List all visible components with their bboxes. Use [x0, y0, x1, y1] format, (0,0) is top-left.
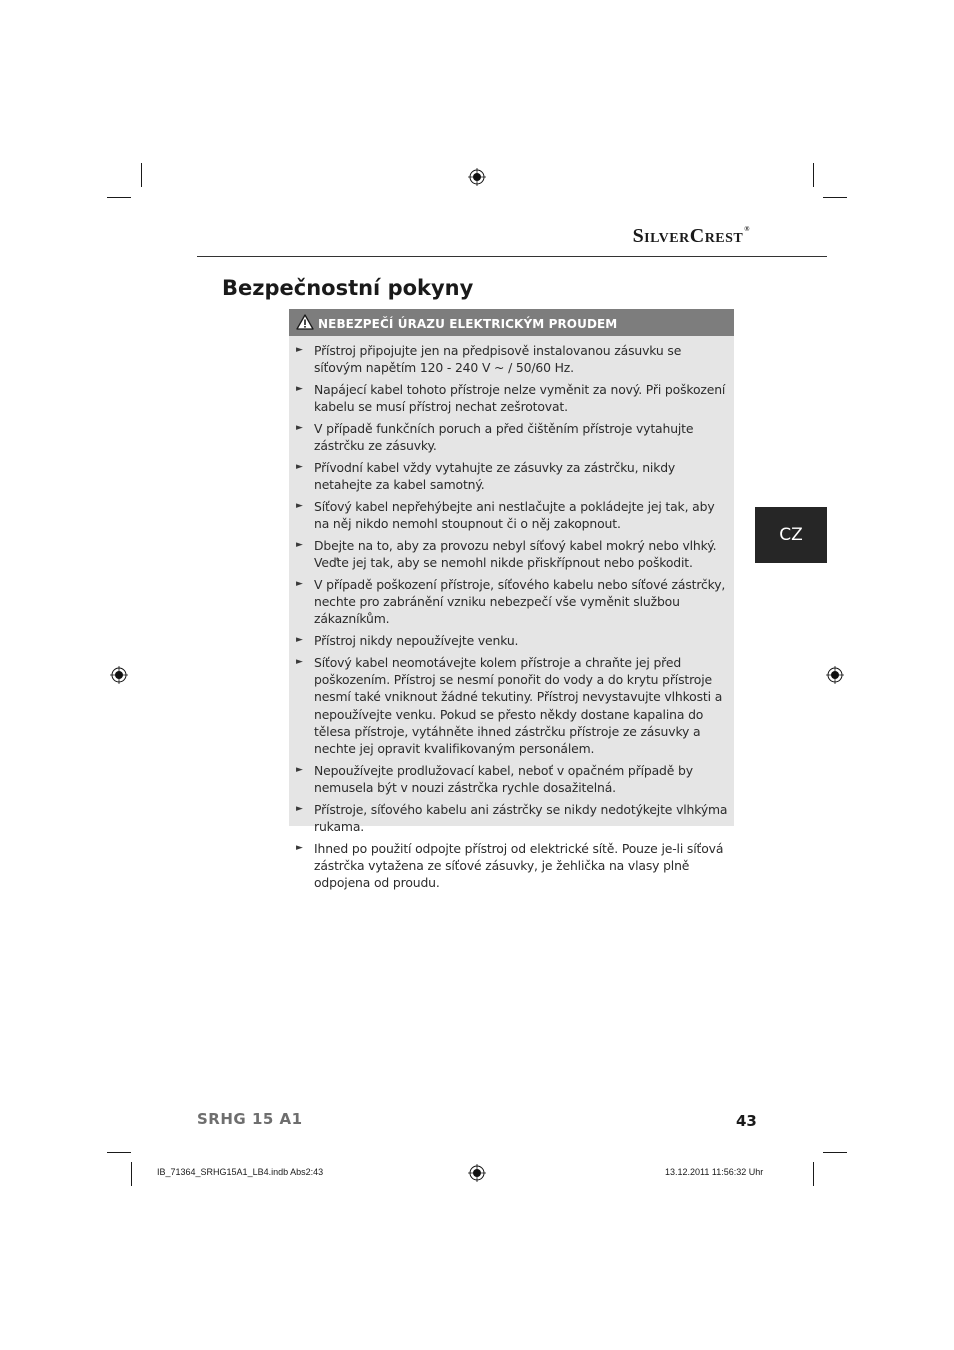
registration-mark-icon	[468, 168, 486, 186]
list-item-text: Přístroje, síťového kabelu ani zástrčky se nikdy nedotýkejte vlhkýma rukama.	[314, 801, 728, 835]
list-item-text: V případě funkčních poruch a před čištěním přístroje vytahujte zástrčku ze zásuvky.	[314, 421, 694, 454]
bullet-arrow-icon: ►	[296, 345, 303, 355]
page-title: Bezpečnostní pokyny	[222, 276, 474, 300]
warning-box	[289, 309, 734, 891]
bullet-arrow-icon: ►	[296, 423, 303, 433]
model-number: SRHG 15 A1	[197, 1110, 303, 1128]
bullet-arrow-icon: ►	[296, 764, 303, 775]
bullet-arrow-icon: ►	[296, 842, 303, 853]
page-number: 43	[736, 1112, 757, 1130]
bullet-arrow-icon: ►	[296, 657, 303, 667]
print-file-info: IB_71364_SRHG15A1_LB4.indb Abs2:43	[157, 1167, 324, 1177]
list-item-text: Nepoužívejte prodlužovací kabel, neboť v opačném případě by nemusela být v nouzi zástrčka rychle dosažitelná.	[314, 762, 693, 796]
crop-mark	[813, 1162, 814, 1186]
print-timestamp: 13.12.2011 11:56:32 Uhr	[665, 1167, 764, 1177]
registered-mark: ®	[744, 225, 750, 233]
list-item-text: V případě poškození přístroje, síťového kabelu nebo síťové zástrčky, nechte pro zabránění vzniku nebezpečí vše vyměnit službou zákazníkům.	[314, 577, 726, 627]
crop-mark	[813, 163, 814, 187]
brand-logo: SilverCrest®	[632, 225, 750, 247]
registration-mark-icon	[468, 1164, 486, 1182]
list-item	[289, 342, 734, 376]
bullet-arrow-icon: ►	[296, 501, 303, 511]
registration-mark-icon	[110, 666, 128, 684]
list-item	[289, 654, 734, 757]
list-item-text: Napájecí kabel tohoto přístroje nelze vyměnit za nový. Při poškození kabelu se musí přístroj nechat zešrotovat.	[314, 382, 726, 415]
list-item-text: Přístroj připojujte jen na předpisově instalovanou zásuvku se síťovým napětím 120 - 240 V ~ / 50/60 Hz.	[314, 343, 682, 376]
list-item	[289, 840, 734, 892]
warning-header-text: NEBEZPEČÍ ÚRAZU ELEKTRICKÝM PROUDEM	[318, 317, 618, 331]
list-item-text: Síťový kabel nepřehýbejte ani nestlačujte a pokládejte jej tak, aby na něj nikdo nemohl stoupnout či o něj zakopnout.	[314, 499, 715, 532]
list-item-text: Ihned po použití odpojte přístroj od elektrické sítě. Pouze je-li síťová zástrčka vytažena ze síťové zásuvky, je žehlička na vlasy plně odpojena od proudu.	[314, 840, 724, 891]
header-rule	[197, 256, 827, 257]
list-item-text: Síťový kabel neomotávejte kolem přístroje a chraňte jej před poškozením. Přístroj se nesmí ponořit do vody a do krytu přístroje nesmí také vniknout žádné tekutiny. Přístroj nevystavujte vlhkosti a nepoužívejte venku. Pokud se přesto někdy dostane kapalina do tělesa přístroje, vytáhněte ihned zástrčku přístroje ze zásuvky a nechte jej opravit kvalifikovaným personálem.	[314, 655, 723, 757]
bullet-arrow-icon: ►	[296, 579, 303, 589]
crop-mark	[131, 1162, 132, 1186]
list-item-text: Dbejte na to, aby za provozu nebyl síťový kabel mokrý nebo vlhký. Veďte jej tak, aby se nemohl nikde přiskřípnout nebo poškodit.	[314, 538, 717, 571]
list-item	[289, 420, 734, 454]
list-item	[289, 762, 734, 796]
bullet-arrow-icon: ►	[296, 462, 303, 472]
list-item	[289, 576, 734, 628]
bullet-arrow-icon: ►	[296, 540, 303, 550]
list-item-text: Přívodní kabel vždy vytahujte ze zásuvky za zástrčku, nikdy netahejte za kabel samotný.	[314, 460, 676, 493]
list-item	[289, 801, 734, 835]
list-item	[289, 537, 734, 571]
bullet-arrow-icon: ►	[296, 384, 303, 394]
list-item	[289, 381, 734, 415]
crop-mark	[823, 197, 847, 198]
crop-mark	[823, 1152, 847, 1153]
warning-header	[289, 309, 734, 336]
list-item	[289, 632, 734, 649]
warning-triangle-icon	[296, 314, 314, 330]
list-item	[289, 459, 734, 493]
crop-mark	[107, 1152, 131, 1153]
crop-mark	[141, 163, 142, 187]
bullet-arrow-icon: ►	[296, 635, 303, 646]
list-item-text: Přístroj nikdy nepoužívejte venku.	[314, 633, 519, 649]
bullet-arrow-icon: ►	[296, 803, 303, 814]
list-item	[289, 498, 734, 532]
crop-mark	[107, 197, 131, 198]
language-tab: CZ	[755, 507, 827, 563]
warning-list	[289, 342, 734, 896]
registration-mark-icon	[826, 666, 844, 684]
